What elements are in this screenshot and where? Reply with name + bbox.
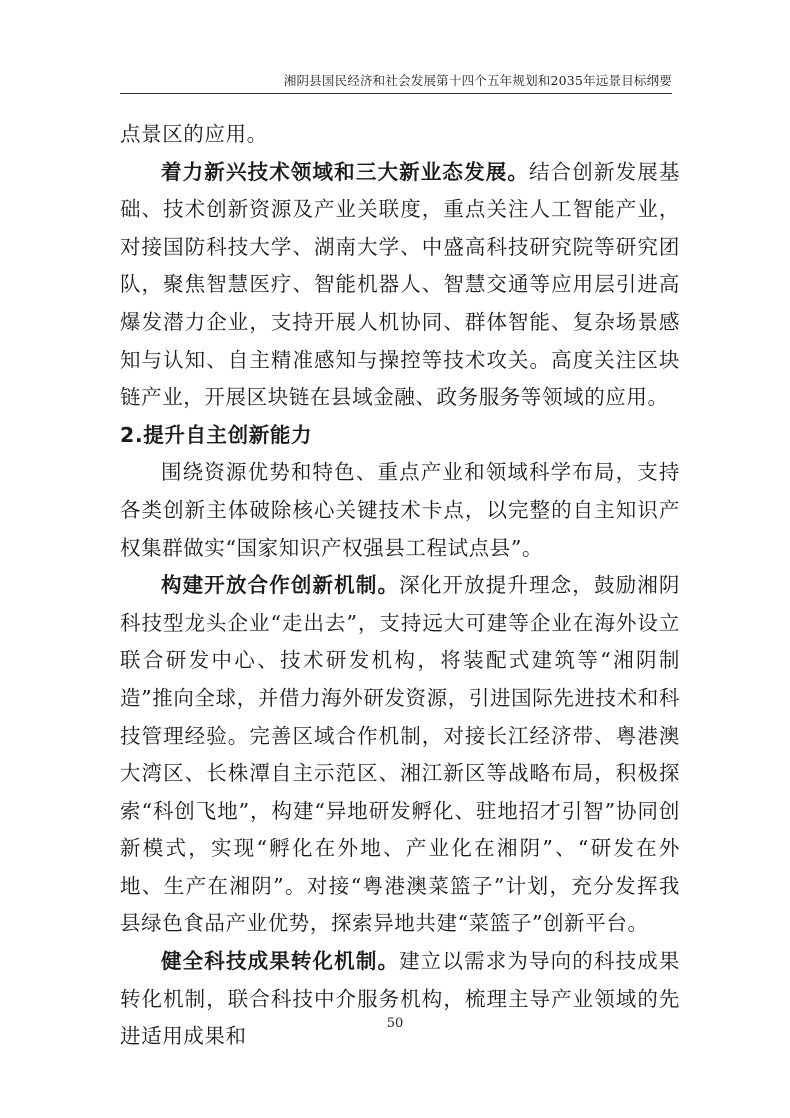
paragraph-open-cooperation: [120, 567, 680, 943]
document-body: [120, 116, 680, 1056]
paragraph-text-open-cooperation: 深化开放提升理念，鼓励湘阴科技型龙头企业“走出去”，支持远大可建等企业在海外设立联合研发中心、技术研发机构，将装配式建筑等“湘阴制造”推向全球，并借力海外研发资源，引进国际先进技术和科技管理经验。完善区域合作机制，对接长江经济带、粤港澳大湾区、长株潭自主示范区、湘江新区等战略布局，积极探索“科创飞地”，构建“异地研发孵化、驻地招才引智”协同创新模式，实现“孵化在外地、产业化在湘阴”、“研发在外地、生产在湘阴”。对接“粤港澳菜篮子”计划，充分发挥我县绿色食品产业优势，探索异地共建“菜篮子”创新平台。: [120, 573, 680, 936]
paragraph-tech-transfer: [120, 943, 680, 1056]
paragraph-lead-open-cooperation: 构建开放合作创新机制。: [161, 573, 400, 598]
paragraph-emerging-tech: [120, 154, 680, 417]
paragraph-lead-emerging-tech: 着力新兴技术领域和三大新业态发展。: [161, 159, 530, 184]
running-header: 湘阴县国民经济和社会发展第十四个五年规划和2035年远景目标纲要: [283, 73, 672, 88]
paragraph-text-tech-transfer: 建立以需求为导向的科技成果转化机制，联合科技中介服务机构，梳理主导产业领域的先进适用成果和: [120, 949, 680, 1049]
section-heading: 2.提升自主创新能力: [120, 422, 313, 447]
page-number: 50: [386, 1016, 404, 1031]
paragraph-text-emerging-tech: 结合创新发展基础、技术创新资源及产业关联度，重点关注人工智能产业，对接国防科技大学、湖南大学、中盛高科技研究院等研究团队，聚焦智慧医疗、智能机器人、智慧交通等应用层引进高爆发潜力企业，支持开展人机协同、群体智能、复杂场景感知与认知、自主精准感知与操控等技术攻关。高度关注区块链产业，开展区块链在县域金融、政务服务等领域的应用。: [120, 159, 681, 410]
paragraph-continuation: 点景区的应用。: [120, 122, 268, 146]
paragraph-innovation-capacity: 围绕资源优势和特色、重点产业和领域科学布局，支持各类创新主体破除核心关键技术卡点，以完整的自主知识产权集群做实“国家知识产权强县工程试点县”。: [120, 460, 680, 560]
header-rule: [120, 93, 672, 94]
paragraph-lead-tech-transfer: 健全科技成果转化机制。: [161, 949, 400, 974]
